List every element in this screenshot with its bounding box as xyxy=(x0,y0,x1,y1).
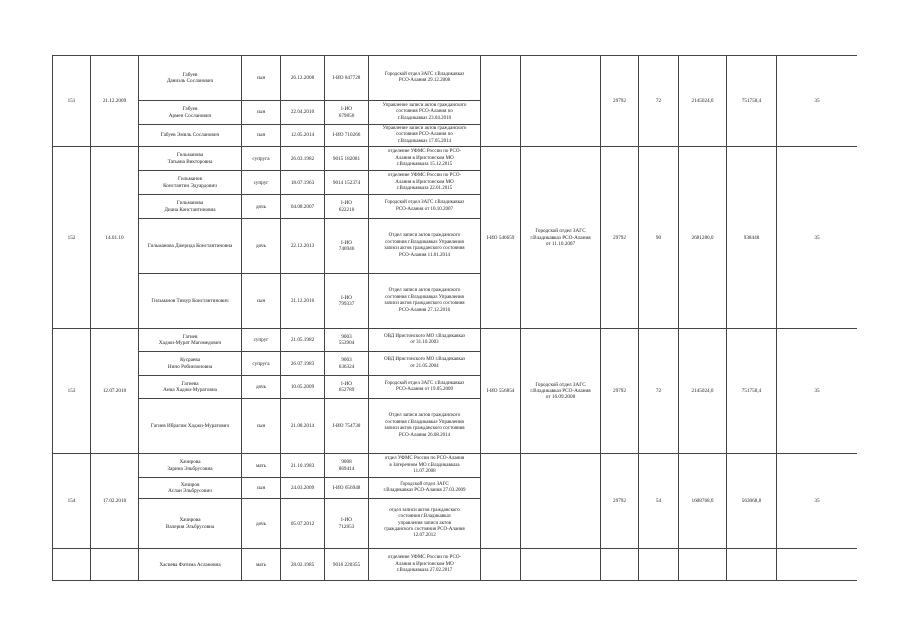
member-relation: сын xyxy=(242,125,281,147)
member-birthdate: 22.12.2013 xyxy=(281,219,325,274)
member-name: Хачирова Валерия Эльбрусовна xyxy=(139,499,242,549)
record-col-4: 751758,4 xyxy=(727,329,777,454)
record-area: 29792 xyxy=(601,329,639,454)
member-name: Хачиров Аслан Эльбрусович xyxy=(139,478,242,499)
member-name: Гильманов Константин Эдуардович xyxy=(139,171,242,195)
member-relation: дочь xyxy=(242,219,281,274)
member-relation: сын xyxy=(242,399,281,454)
member-relation: супруга xyxy=(242,147,281,171)
member-birthdate: 21.10.1983 xyxy=(281,454,325,478)
member-name: Гагиев Ибрагим Хаджи-Муратович xyxy=(139,399,242,454)
record-number: 151 xyxy=(53,56,91,147)
table-row xyxy=(53,549,858,581)
member-birthdate: 18.07.1963 xyxy=(281,171,325,195)
member-birthdate: 26.03.1982 xyxy=(281,147,325,171)
member-document: 9016 220355 xyxy=(325,549,369,581)
record-number: 152 xyxy=(53,147,91,329)
member-birthdate: 28.02.1985 xyxy=(281,549,325,581)
member-document: I-ИО 712853 xyxy=(325,499,369,549)
record-doc-issuer: Городской отдел ЗАГС г.Владикавказ РСО-Алания от 16.09.2008 xyxy=(521,329,601,454)
member-birthdate: 12.05.2014 xyxy=(281,125,325,147)
member-document: 9008 869414 xyxy=(325,454,369,478)
member-relation: супруга xyxy=(242,352,281,376)
member-name: Кусраева Нино Робинзоновна xyxy=(139,352,242,376)
member-birthdate: 21.08.2014 xyxy=(281,399,325,454)
member-doc-issuer: ОВД Иристонского МО г.Владикавказ от 31.10.2003 xyxy=(369,329,481,352)
table-row xyxy=(53,56,858,101)
member-document: I-ИО 622210 xyxy=(325,195,369,219)
member-relation: дочь xyxy=(242,195,281,219)
spreadsheet-page xyxy=(52,55,857,585)
record-doc-issuer xyxy=(521,549,601,581)
record-doc-issuer xyxy=(521,56,601,147)
member-birthdate: 24.03.2009 xyxy=(281,478,325,499)
member-document: I-ИО 656948 xyxy=(325,478,369,499)
record-date: 21.12.2009 xyxy=(91,56,139,147)
member-birthdate: 26.12.2008 xyxy=(281,56,325,101)
member-document: 9003 553904 xyxy=(325,329,369,352)
record-document: I-ИО 546659 xyxy=(481,147,521,329)
record-col-5 xyxy=(777,549,858,581)
member-relation: супруг xyxy=(242,329,281,352)
member-document: 9015 182081 xyxy=(325,147,369,171)
table-row xyxy=(53,454,858,478)
member-relation: сын xyxy=(242,101,281,125)
record-date: 12.07.2010 xyxy=(91,329,139,454)
member-doc-issuer: Управление записи актов гражданского состояния РСО-Алания по г.Владикавказ 17.05.2014 xyxy=(369,125,481,147)
record-area: 29792 xyxy=(601,147,639,329)
member-name: Гагиев Хаджи-Мурат Магомедович xyxy=(139,329,242,352)
record-document: I-ИО 556854 xyxy=(481,329,521,454)
member-birthdate: 04.08.2007 xyxy=(281,195,325,219)
member-doc-issuer: Управление записи актов гражданского состояния РСО-Алания по г.Владикавказ 23.04.2010 xyxy=(369,101,481,125)
record-col-2: 72 xyxy=(639,56,679,147)
record-col-3: 2145024,0 xyxy=(679,56,727,147)
record-doc-issuer xyxy=(521,454,601,549)
record-col-2: 54 xyxy=(639,454,679,549)
member-doc-issuer: отдел записи актов гражданского состояния г.Владикавказ управления записи актов гражданского состояния РСО-Алания 12.07.2012 xyxy=(369,499,481,549)
member-relation: супруг xyxy=(242,171,281,195)
record-col-4: 938448 xyxy=(727,147,777,329)
member-birthdate: 05.07.2012 xyxy=(281,499,325,549)
record-col-3: 2145024,0 xyxy=(679,329,727,454)
record-col-4: 563068,8 xyxy=(727,454,777,549)
families-table xyxy=(52,55,857,581)
record-area: 29792 xyxy=(601,454,639,549)
member-name: Габуев Даниэль Сосланович xyxy=(139,56,242,101)
member-doc-issuer: отдел УФМС России по РСО-Алания в Затеречном МО г.Владикавказа 11.07.2008 xyxy=(369,454,481,478)
member-doc-issuer: Городской отдел ЗАГС г.Владикавказ РСО-Алания от 19.05.2009 xyxy=(369,376,481,399)
member-name: Гильманова Диана Константиновна xyxy=(139,195,242,219)
record-col-2 xyxy=(639,549,679,581)
member-name: Гильманов Тимур Константинович xyxy=(139,274,242,329)
record-area xyxy=(601,549,639,581)
member-name: Гильманова Джерида Константиновна xyxy=(139,219,242,274)
record-col-5: 35 xyxy=(777,454,858,549)
member-name: Габуев Эмиль Сосланович xyxy=(139,125,242,147)
record-col-2: 90 xyxy=(639,147,679,329)
member-relation: мать xyxy=(242,454,281,478)
member-relation: мать xyxy=(242,549,281,581)
member-doc-issuer: Городской отдел ЗАГС г.Владикавказ РСО-Алания от 10.10.2007 xyxy=(369,195,481,219)
record-col-5: 35 xyxy=(777,329,858,454)
member-doc-issuer: Отдел записи актов гражданского состояния г.Владикавказ Управления записи актов гражданского состояния РСО-Алания 11.01.2014 xyxy=(369,219,481,274)
member-birthdate: 21.12.2016 xyxy=(281,274,325,329)
member-document: I-ИО 746946 xyxy=(325,219,369,274)
member-birthdate: 21.05.1982 xyxy=(281,329,325,352)
record-document xyxy=(481,56,521,147)
member-name: Хасиева Фатима Аслановна xyxy=(139,549,242,581)
member-name: Габуев Армен Сосланович xyxy=(139,101,242,125)
record-col-5: 35 xyxy=(777,56,858,147)
member-doc-issuer: ОВД Иристонского МО г.Владикавказ от 21.05.2004 xyxy=(369,352,481,376)
member-birthdate: 22.04.2010 xyxy=(281,101,325,125)
record-number: 154 xyxy=(53,454,91,549)
member-relation: сын xyxy=(242,56,281,101)
record-number: 153 xyxy=(53,329,91,454)
record-number xyxy=(53,549,91,581)
record-col-3 xyxy=(679,549,727,581)
record-document xyxy=(481,549,521,581)
record-doc-issuer: Городской отдел ЗАГС г.Владикавказ РСО-Алания от 11.10.2007 xyxy=(521,147,601,329)
member-document: I-ИО 799337 xyxy=(325,274,369,329)
table-row xyxy=(53,147,858,171)
record-col-2: 72 xyxy=(639,329,679,454)
table-row xyxy=(53,329,858,352)
member-name: Гагиева Анна Хаджи-Муратовна xyxy=(139,376,242,399)
record-col-4: 751758,4 xyxy=(727,56,777,147)
member-doc-issuer: Отдел записи актов гражданского состояния г.Владикавказ Управления записи актов гражданского состояния РСО-Алания 27.12.2016 xyxy=(369,274,481,329)
member-doc-issuer: Городской отдел ЗАГС г.Владикавказ РСО-Алания 27.03.2009 xyxy=(369,478,481,499)
member-doc-issuer: отделение УФМС России по РСО- Алания в Иристонском МО г.Владикавказа 22.01.2015 xyxy=(369,171,481,195)
record-col-5: 35 xyxy=(777,147,858,329)
member-relation: сын xyxy=(242,274,281,329)
member-document: I-ИО 710266 xyxy=(325,125,369,147)
record-date: 17.02.2010 xyxy=(91,454,139,549)
record-area: 29792 xyxy=(601,56,639,147)
member-doc-issuer: отделение УФМС России по РСО- Алания в Иристонском МО г.Владикавказа 27.02.2017 xyxy=(369,549,481,581)
member-birthdate: 10.05.2009 xyxy=(281,376,325,399)
record-col-4 xyxy=(727,549,777,581)
member-doc-issuer: Отдел записи актов гражданского состояния г.Владикавказ Управления записи актов гражданского состояния РСО-Алания 26.08.2014 xyxy=(369,399,481,454)
member-relation: дочь xyxy=(242,499,281,549)
record-col-3: 2681280,0 xyxy=(679,147,727,329)
member-document: I-ИО 679850 xyxy=(325,101,369,125)
member-name: Гильманова Татьяна Викторовна xyxy=(139,147,242,171)
member-birthdate: 26.07.1983 xyxy=(281,352,325,376)
record-date xyxy=(91,549,139,581)
member-relation: сын xyxy=(242,478,281,499)
member-document: 9003 636324 xyxy=(325,352,369,376)
member-relation: дочь xyxy=(242,376,281,399)
member-doc-issuer: Городской отдел ЗАГС г.Владикавказ РСО-Алания 29.12.2008 xyxy=(369,56,481,101)
member-doc-issuer: отделение УФМС России по РСО- Алания в Иристонском МО г.Владикавказа 15.12.2015 xyxy=(369,147,481,171)
record-document xyxy=(481,454,521,549)
member-document: I-ИО 652789 xyxy=(325,376,369,399)
record-col-3: 1608768,0 xyxy=(679,454,727,549)
record-date: 14.01.10 xyxy=(91,147,139,329)
member-name: Хачирова Зарина Эльбрусовна xyxy=(139,454,242,478)
member-document: I-ИО 754730 xyxy=(325,399,369,454)
member-document: I-ИО 847728 xyxy=(325,56,369,101)
member-document: 9014 152374 xyxy=(325,171,369,195)
